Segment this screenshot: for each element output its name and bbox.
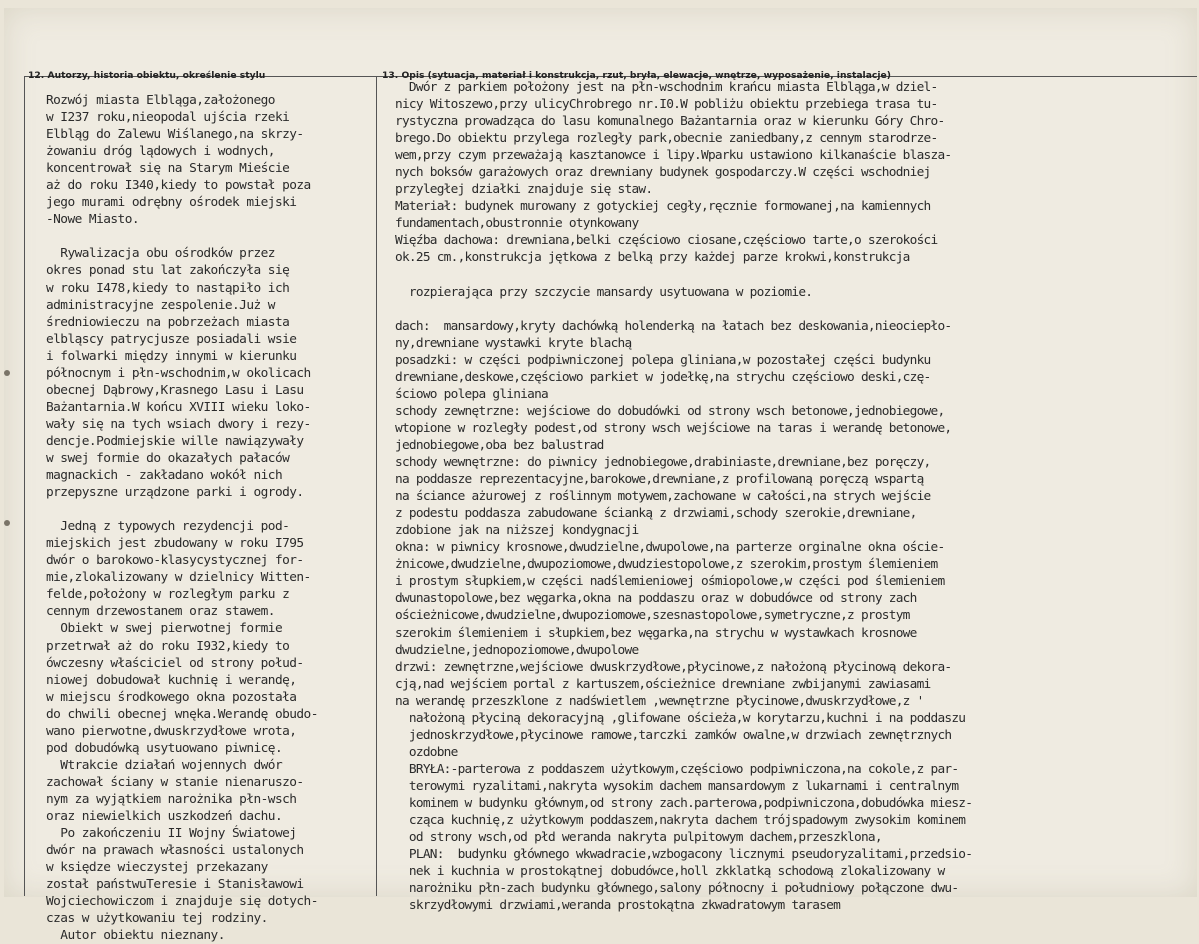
- text-line: nek i kuchnia w prostokątnej dobudówce,holl zkklatką schodową zlokalizowany w: [395, 864, 945, 880]
- text-line: magnackich - zakładano wokół nich: [46, 468, 283, 484]
- text-line: kominem w budynku głównym,od strony zach.parterowa,podpiwniczona,dobudówka miesz-: [395, 795, 973, 811]
- text-line: oraz niewielkich uszkodzeń dachu.: [46, 808, 283, 824]
- text-line: wem,przy czym przeważają kasztanowce i lipy.Wparku ustawiono kilkanaście blasza-: [395, 148, 952, 164]
- text-line: rozpierająca przy szczycie mansardy usytuowana w poziomie.: [395, 284, 813, 300]
- text-line: dwunastopolowe,bez węgarka,okna na poddaszu oraz w dobudówce od strony zach: [395, 591, 917, 607]
- text-line: ówczesny właściciel od strony połud-: [46, 655, 304, 671]
- text-line: Bażantarnia.W końcu XVIII wieku loko-: [46, 399, 311, 415]
- text-line: w księdze wieczystej przekazany: [46, 860, 268, 876]
- text-line: żnicowe,dwudzielne,dwupoziomowe,dwudziestopolowe,z szerokim,prostym ślemieniem: [395, 557, 938, 573]
- text-line: północnym i płn-wschodnim,w okolicach: [46, 365, 311, 381]
- text-line: dwór o barokowo-klasycystycznej for-: [46, 553, 304, 569]
- text-line: elbląscy patrycjusze posiadali wsie: [46, 331, 297, 347]
- text-line: drewniane,deskowe,częściowo parkiet w jodełkę,na strychu częściowo deski,czę-: [395, 369, 931, 385]
- text-line: schody wewnętrzne: do piwnicy jednobiegowe,drabiniaste,drewniane,bez poręczy,: [395, 455, 931, 471]
- text-line: w roku I478,kiedy to nastąpiło ich: [46, 280, 290, 296]
- text-line: Rywalizacja obu ośrodków przez: [46, 246, 275, 262]
- text-line: jednoskrzydłowe,płycinowe ramowe,tarczki zamków owalne,w drzwiach zewnętrznych: [395, 727, 952, 743]
- text-line: PLAN: budynku głównego wkwadracie,wzbogacony licznymi pseudoryzalitami,przedsio-: [395, 847, 973, 863]
- text-line: nałożoną płyciną dekoracyjną ,glifowane ościeża,w korytarzu,kuchni i na poddaszu: [395, 710, 966, 726]
- section-12-header: 12. Autorzy, historia obiektu, określenie stylu: [28, 70, 266, 81]
- text-line: nym za wyjątkiem narożnika płn-wsch: [46, 791, 297, 807]
- text-line: rystyczna prowadząca do lasu komunalnego Bażantarnia oraz w kierunku Góry Chro-: [395, 114, 945, 130]
- text-line: Rozwój miasta Elbląga,założonego: [46, 93, 275, 108]
- text-line: zdobione jak na niższej kondygnacji: [395, 523, 639, 539]
- text-line: nych boksów garażowych oraz drewniany budynek gospodarczy.W części wschodniej: [395, 165, 931, 181]
- text-line: obecnej Dąbrowy,Krasnego Lasu i Lasu: [46, 382, 304, 398]
- text-line: Więźba dachowa: drewniana,belki częściowo ciosane,częściowo tarte,o szerokości: [395, 233, 938, 249]
- text-line: Po zakończeniu II Wojny Światowej: [46, 826, 297, 842]
- text-line: z podestu poddasza zabudowane ścianką z drzwiami,schody szerokie,drewniane,: [395, 506, 917, 522]
- text-line: ościeżnicowe,dwudzielne,dwupoziomowe,szesnastopolowe,symetryczne,z prostym: [395, 608, 910, 624]
- description-text-column: [395, 79, 972, 914]
- text-line: szerokim ślemieniem i słupkiem,bez węgarka,na strychu w wystawkach krosnowe: [395, 625, 917, 641]
- text-line: BRYŁA:-parterowa z poddaszem użytkowym,częściowo podpiwniczona,na cokole,z par-: [395, 761, 959, 777]
- section-13-header: 13. Opis (sytuacja, materiał i konstrukcja, rzut, bryła, elewacje, wnętrze, wyposażenie, instalacje): [382, 70, 891, 81]
- text-line: okres ponad stu lat zakończyła się: [46, 263, 290, 279]
- text-line: narożniku płn-zach budynku głównego,salony północny i południowy połączone dwu-: [395, 881, 959, 897]
- text-line: -Nowe Miasto.: [46, 212, 140, 228]
- text-line: brego.Do obiektu przylega rozległy park,obecnie zaniedbany,z cennym starodrze-: [395, 131, 938, 147]
- text-line: fundamentach,obustronnie otynkowany: [395, 216, 639, 232]
- text-line: pod dobudówką usytuowano piwnicę.: [46, 740, 283, 756]
- text-line: i folwarki między innymi w kierunku: [46, 348, 297, 364]
- text-line: od strony wsch,od płd weranda nakryta pulpitowym dachem,przeszklona,: [395, 830, 882, 846]
- punch-hole: [4, 520, 10, 526]
- text-line: cennym drzewostanem oraz stawem.: [46, 604, 275, 620]
- text-line: Dwór z parkiem położony jest na płn-wschodnim krańcu miasta Elbląga,w dziel-: [395, 80, 938, 95]
- text-line: dwudzielne,jednopoziomowe,dwupolowe: [395, 642, 639, 658]
- text-line: średniowieczu na pobrzeżach miasta: [46, 314, 290, 330]
- text-line: cząca kuchnię,z użytkowym poddaszem,nakryta dachem trójspadowym zwysokim kominem: [395, 813, 966, 829]
- text-line: Elbląg do Zalewu Wiślanego,na skrzy-: [46, 127, 304, 143]
- text-line: i prostym słupkiem,w części nadślemieniowej ośmiopolowe,w części pod ślemieniem: [395, 574, 945, 590]
- text-line: do chwili obecnej wnęka.Werandę obudo-: [46, 706, 318, 722]
- text-line: ozdobne: [395, 744, 458, 760]
- text-line: dach: mansardowy,kryty dachówką holenderką na łatach bez deskowania,nieociepło-: [395, 318, 952, 334]
- text-line: administracyjne zespolenie.Już w: [46, 297, 275, 313]
- text-line: przepyszne urządzone parki i ogrody.: [46, 485, 304, 501]
- text-line: posadzki: w części podpiwniczonej polepa gliniana,w pozostałej części budynku: [395, 352, 931, 368]
- text-line: ny,drewniane wystawki kryte blachą: [395, 335, 632, 351]
- text-line: ok.25 cm.,konstrukcja jętkowa z belką przy każdej parze krokwi,konstrukcja: [395, 250, 910, 266]
- text-line: wtopione w rozległy podest,od strony wsch wejściowe na taras i werandę betonowe,: [395, 420, 952, 436]
- text-line: na poddasze reprezentacyjne,barokowe,drewniane,z profilowaną poręczą wspartą: [395, 472, 924, 488]
- text-line: Materiał: budynek murowany z gotyckiej cegły,ręcznie formowanej,na kamiennych: [395, 199, 931, 215]
- text-line: zachował ściany w stanie nienaruszo-: [46, 774, 304, 790]
- text-line: na ściance ażurowej z roślinnym motywem,zachowane w całości,na strych wejście: [395, 489, 931, 505]
- text-line: koncentrował się na Starym Mieście: [46, 161, 290, 177]
- text-line: felde,położony w rozległym parku z: [46, 587, 290, 603]
- text-line: dencje.Podmiejskie wille nawiązywały: [46, 433, 304, 449]
- column-divider: [376, 76, 377, 896]
- text-line: w swej formie do okazałych pałaców: [46, 450, 290, 466]
- text-line: wały się na tych wsiach dwory i rezy-: [46, 416, 311, 432]
- text-line: nicy Witoszewo,przy ulicyChrobrego nr.I0.W pobliżu obiektu przebiega trasa tu-: [395, 97, 938, 113]
- text-line: aż do roku I340,kiedy to powstał poza: [46, 178, 311, 194]
- frame-left-line: [24, 76, 25, 896]
- text-line: Autor obiektu nieznany.: [46, 928, 225, 944]
- text-line: w I237 roku,nieopodal ujścia rzeki: [46, 110, 290, 126]
- text-line: Jedną z typowych rezydencji pod-: [46, 519, 290, 535]
- text-line: przyległej działki znajduje się staw.: [395, 182, 653, 198]
- punch-hole: [4, 370, 10, 376]
- text-line: został państwuTeresie i Stanisławowi: [46, 877, 304, 893]
- text-line: niowej dobudował kuchnię i werandę,: [46, 672, 297, 688]
- text-line: Obiekt w swej pierwotnej formie: [46, 621, 283, 637]
- text-line: wano pierwotne,dwuskrzydłowe wrota,: [46, 723, 297, 739]
- text-line: jednobiegowe,oba bez balustrad: [395, 437, 604, 453]
- text-line: ściowo polepa gliniana: [395, 386, 548, 402]
- text-line: okna: w piwnicy krosnowe,dwudzielne,dwupolowe,na parterze orginalne okna oście-: [395, 540, 945, 556]
- text-line: [46, 228, 318, 245]
- text-line: Wojciechowiczom i znajduje się dotych-: [46, 894, 318, 910]
- text-line: skrzydłowymi drzwiami,weranda prostokątna zkwadratowym tarasem: [395, 898, 841, 914]
- text-line: czas w użytkowaniu tej rodziny.: [46, 911, 268, 927]
- text-line: żowaniu dróg lądowych i wodnych,: [46, 144, 275, 160]
- text-line: terowymi ryzalitami,nakryta wysokim dachem mansardowym z lukarnami i centralnym: [395, 778, 959, 794]
- text-line: jego murami odrębny ośrodek miejski: [46, 195, 297, 211]
- text-line: w miejscu środkowego okna pozostała: [46, 689, 297, 705]
- text-line: drzwi: zewnętrzne,wejściowe dwuskrzydłowe,płycinowe,z nałożoną płycinową dekora-: [395, 659, 952, 675]
- text-line: przetrwał aż do roku I932,kiedy to: [46, 638, 290, 654]
- text-line: dwór na prawach własności ustalonych: [46, 843, 304, 859]
- text-line: [395, 301, 972, 318]
- text-line: Wtrakcie działań wojennych dwór: [46, 757, 283, 773]
- text-line: na werandę przeszklone z nadświetlem ,wewnętrzne płycinowe,dwuskrzydłowe,z ': [395, 693, 924, 709]
- text-line: schody zewnętrzne: wejściowe do dobudówki od strony wsch betonowe,jednobiegowe,: [395, 403, 945, 419]
- history-text-column: [46, 92, 318, 944]
- text-line: mie,zlokalizowany w dzielnicy Witten-: [46, 570, 311, 586]
- text-line: [46, 501, 318, 518]
- text-line: cją,nad wejściem portal z kartuszem,ościeżnice drewniane zwbijanymi zawiasami: [395, 676, 931, 692]
- text-line: [395, 267, 972, 284]
- text-line: miejskich jest zbudowany w roku I795: [46, 536, 304, 552]
